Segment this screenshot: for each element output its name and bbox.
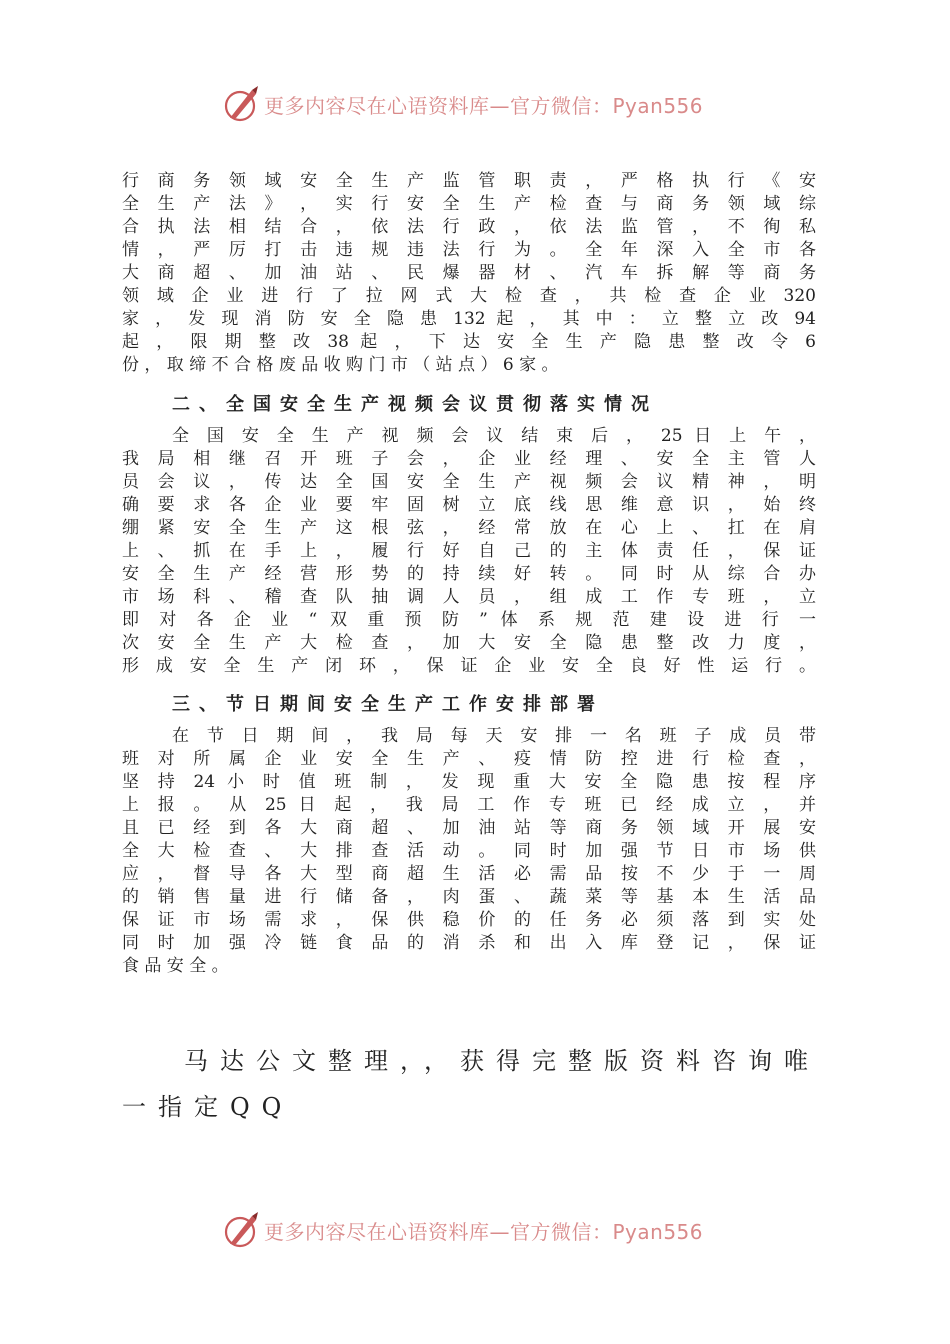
- text-line: 的 销 售 量 进 行 储 备 ， 肉 蛋 、 蔬 菜 等 基 本 生 活 品: [122, 887, 816, 907]
- text-line: 行 商 务 领 域 安 全 生 产 监 管 职 责 ， 严 格 执 行 《 安: [122, 171, 816, 191]
- text-line: 应 ， 督 导 各 大 型 商 超 生 活 必 需 品 按 不 少 于 一 周: [122, 864, 816, 884]
- text-line: 起 ， 限 期 整 改 38 起 ， 下 达 安 全 生 产 隐 患 整 改 令 6: [122, 332, 816, 352]
- text-line: 上 报 。 从 25 日 起 ， 我 局 工 作 专 班 已 经 成 立 ， 并: [122, 795, 816, 815]
- section3-paragraph: [122, 725, 816, 978]
- section3-heading: 三、节日期间安全生产工作安排部署: [172, 694, 604, 715]
- text-line: 绷 紧 安 全 生 产 这 根 弦 ， 经 常 放 在 心 上 、 扛 在 肩: [122, 518, 816, 538]
- text-line: 员 会 议 ， 传 达 全 国 安 全 生 产 视 频 会 议 精 神 ， 明: [122, 472, 816, 492]
- text-line: 保 证 市 场 需 求 ， 保 供 稳 价 的 任 务 必 须 落 到 实 处: [122, 910, 816, 930]
- text-line: 确 要 求 各 企 业 要 牢 固 树 立 底 线 思 维 意 识 ， 始 终: [122, 495, 816, 515]
- text-line: 次 安 全 生 产 大 检 查 ， 加 大 安 全 隐 患 整 改 力 度 ，: [122, 633, 816, 653]
- section1-paragraph: [122, 170, 816, 377]
- text-line: 家 ， 发 现 消 防 安 全 隐 患 132 起 ， 其 中 ： 立 整 立 改 94: [122, 309, 816, 329]
- section2-heading: 二、全国安全生产视频会议贯彻落实情况: [172, 394, 658, 415]
- text-line: 形 成 安 全 生 产 闭 环 ， 保 证 企 业 安 全 良 好 性 运 行 。: [122, 656, 816, 676]
- text-line: 大 商 超 、 加 油 站 、 民 爆 器 材 、 汽 车 拆 解 等 商 务: [122, 263, 816, 283]
- text-line: 班 对 所 属 企 业 安 全 生 产 、 疫 情 防 控 进 行 检 查 ，: [122, 749, 816, 769]
- banner-text: 更多内容尽在心语资料库—官方微信：Pyan556: [264, 1220, 704, 1244]
- text-line: 安 全 生 产 经 营 形 势 的 持 续 好 转 。 同 时 从 综 合 办: [122, 564, 816, 584]
- text-line: 全 大 检 查 、 大 排 查 活 动 。 同 时 加 强 节 日 市 场 供: [122, 841, 816, 861]
- closing-line: 马达公文整理，，获得完整版资料咨询唯: [184, 1047, 820, 1075]
- section2-paragraph: [122, 425, 816, 678]
- text-line: 食 品 安 全 。: [122, 956, 229, 976]
- closing-line: 一指定QQ: [122, 1093, 294, 1121]
- text-line: 我 局 相 继 召 开 班 子 会 ， 企 业 经 理 、 安 全 主 管 人: [122, 449, 816, 469]
- text-line: 合 执 法 相 结 合 ， 依 法 行 政 ， 依 法 监 管 ， 不 徇 私: [122, 217, 816, 237]
- banner-text: 更多内容尽在心语资料库—官方微信：Pyan556: [264, 94, 704, 118]
- quill-logo-icon: [222, 1210, 260, 1250]
- text-line: 且 已 经 到 各 大 商 超 、 加 油 站 等 商 务 领 域 开 展 安: [122, 818, 816, 838]
- text-line: 上 、 抓 在 手 上 ， 履 行 好 自 己 的 主 体 责 任 ， 保 证: [122, 541, 816, 561]
- text-line: 领 域 企 业 进 行 了 拉 网 式 大 检 查 ， 共 检 查 企 业 320: [122, 286, 816, 306]
- text-line: 市 场 科 、 稽 查 队 抽 调 人 员 ， 组 成 工 作 专 班 ， 立: [122, 587, 816, 607]
- text-line: 坚 持 24 小 时 值 班 制 ， 发 现 重 大 安 全 隐 患 按 程 序: [122, 772, 816, 792]
- text-line: 全 国 安 全 生 产 视 频 会 议 结 束 后 ， 25 日 上 午 ，: [172, 426, 816, 446]
- text-line: 在 节 日 期 间 ， 我 局 每 天 安 排 一 名 班 子 成 员 带: [172, 726, 816, 746]
- text-line: 情 ， 严 厉 打 击 违 规 违 法 行 为 。 全 年 深 入 全 市 各: [122, 240, 816, 260]
- footer-banner: [0, 1206, 950, 1256]
- closing-note: [122, 1038, 820, 1130]
- text-line: 份 ， 取 缔 不 合 格 废 品 收 购 门 市 （ 站 点 ） 6 家 。: [122, 355, 559, 375]
- text-line: 同 时 加 强 冷 链 食 品 的 消 杀 和 出 入 库 登 记 ， 保 证: [122, 933, 816, 953]
- text-line: 全 生 产 法 》 ， 实 行 安 全 生 产 检 查 与 商 务 领 域 综: [122, 194, 816, 214]
- quill-logo-icon: [222, 84, 260, 124]
- text-line: 即 对 各 企 业 “ 双 重 预 防 ” 体 系 规 范 建 设 进 行 一: [122, 610, 816, 630]
- header-banner: [0, 80, 950, 130]
